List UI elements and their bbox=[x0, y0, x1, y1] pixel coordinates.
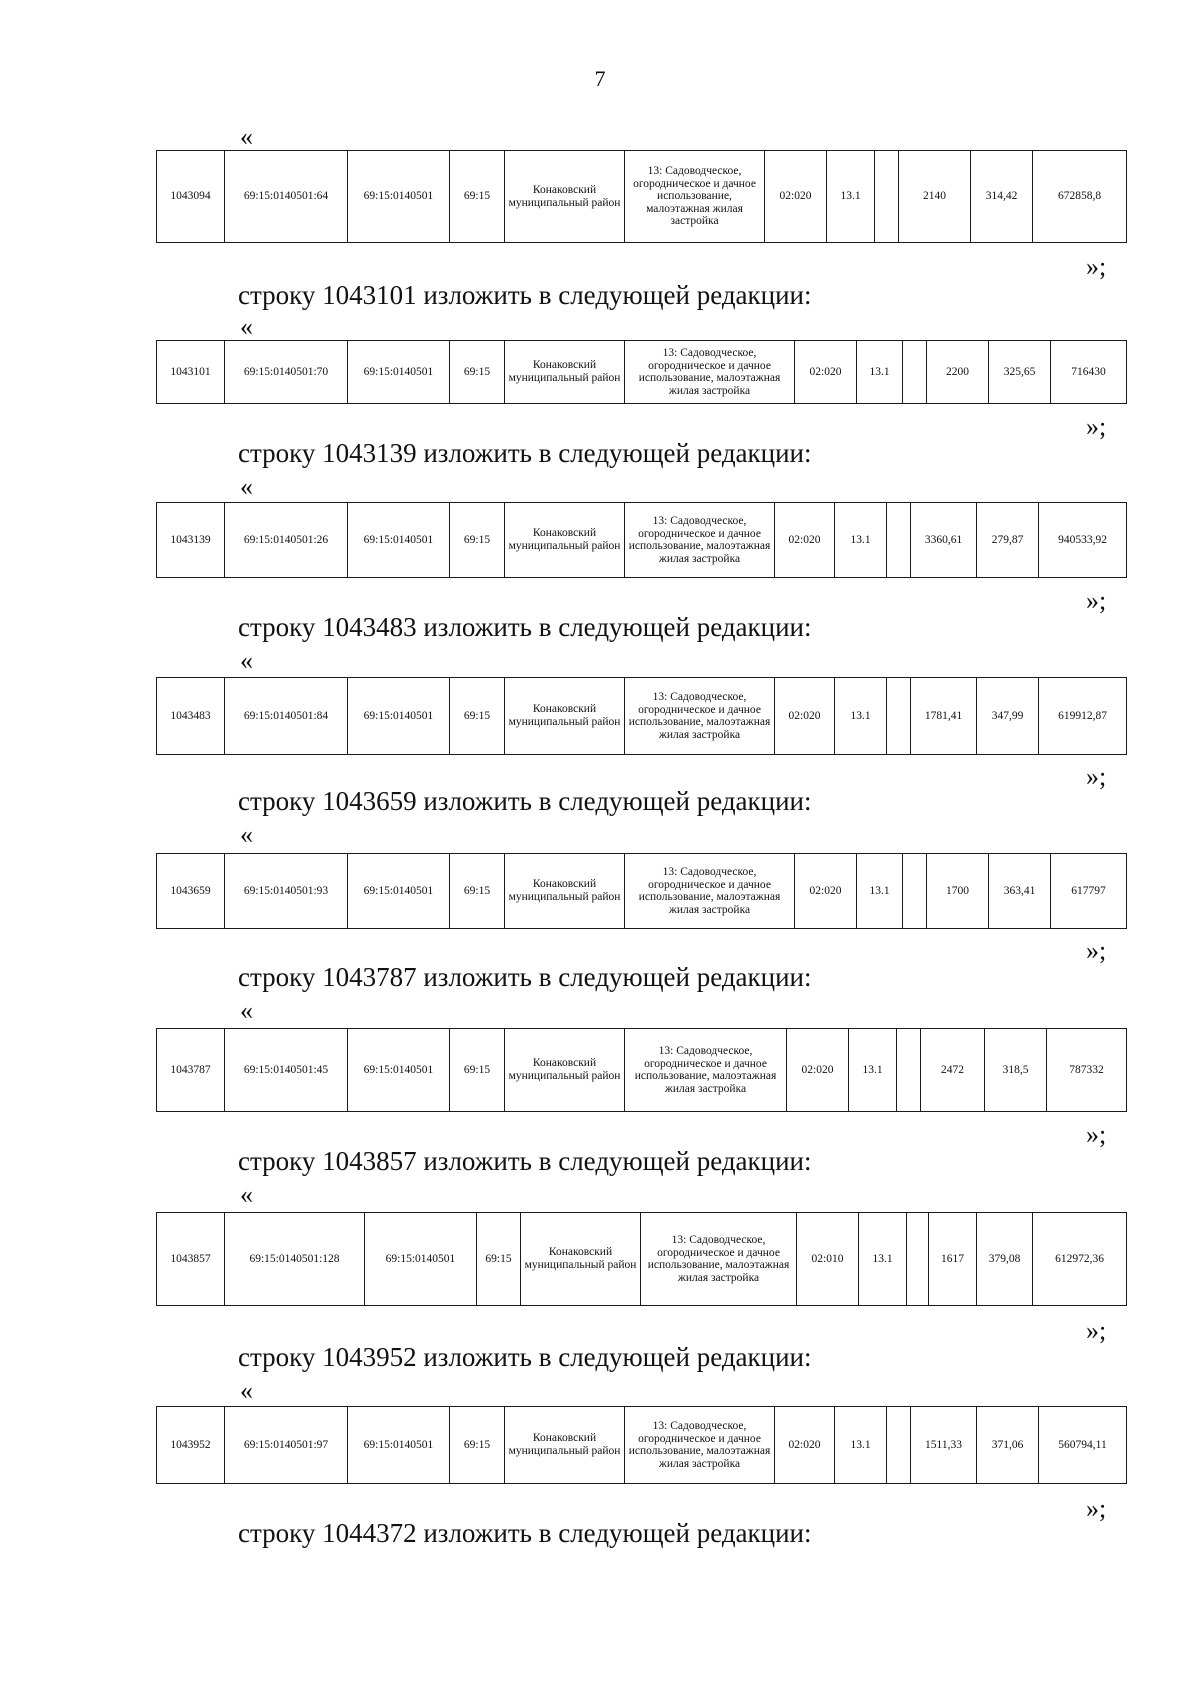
open-quote: « bbox=[240, 820, 253, 849]
cell-cadastral-quarter: 69:15:0140501 bbox=[348, 1407, 450, 1484]
cell-area: 1781,41 bbox=[911, 678, 977, 755]
cell-cadastral-number: 69:15:0140501:64 bbox=[225, 151, 348, 243]
close-quote: »; bbox=[1086, 252, 1107, 281]
cell-row-number: 1043139 bbox=[157, 503, 225, 578]
cell-subgroup: 13.1 bbox=[835, 503, 887, 578]
cell-code: 02:020 bbox=[765, 151, 827, 243]
cell-specific-value: 314,42 bbox=[971, 151, 1033, 243]
cell-row-number: 1043101 bbox=[157, 341, 225, 404]
cell-code: 02:020 bbox=[795, 341, 857, 404]
cell-cadastral-number: 69:15:0140501:97 bbox=[225, 1407, 348, 1484]
close-quote: »; bbox=[1086, 762, 1107, 791]
register-row-table bbox=[156, 1212, 1127, 1306]
cell-area: 1617 bbox=[929, 1213, 977, 1306]
cell-specific-value: 279,87 bbox=[977, 503, 1039, 578]
cell-land-use: 13: Садоводческое, огородническое и дачное использование, малоэтажная жилая застройка bbox=[625, 1407, 775, 1484]
cell-empty bbox=[907, 1213, 929, 1306]
cell-cadastral-number: 69:15:0140501:45 bbox=[225, 1029, 348, 1112]
cell-code: 02:020 bbox=[775, 503, 835, 578]
cell-subgroup: 13.1 bbox=[835, 678, 887, 755]
instruction-text: строку 1043101 изложить в следующей редакции: bbox=[238, 280, 812, 310]
close-quote: »; bbox=[1086, 1120, 1107, 1149]
cell-land-use: 13: Садоводческое, огородническое и дачное использование, малоэтажная жилая застройка bbox=[625, 1029, 787, 1112]
cell-district-name: Конаковский муниципальный район bbox=[505, 341, 625, 404]
open-quote: « bbox=[240, 996, 253, 1025]
cell-cadastral-value: 560794,11 bbox=[1039, 1407, 1127, 1484]
cell-specific-value: 363,41 bbox=[989, 854, 1051, 929]
cell-district-name: Конаковский муниципальный район bbox=[505, 678, 625, 755]
cell-subgroup: 13.1 bbox=[849, 1029, 897, 1112]
cell-district-code: 69:15 bbox=[477, 1213, 521, 1306]
cell-district-code: 69:15 bbox=[450, 341, 505, 404]
cell-land-use: 13: Садоводческое, огородническое и дачное использование, малоэтажная жилая застройка bbox=[625, 503, 775, 578]
instruction-text: строку 1043857 изложить в следующей редакции: bbox=[238, 1146, 812, 1176]
cell-row-number: 1043483 bbox=[157, 678, 225, 755]
cell-cadastral-quarter: 69:15:0140501 bbox=[348, 503, 450, 578]
cell-area: 2472 bbox=[921, 1029, 985, 1112]
cell-cadastral-quarter: 69:15:0140501 bbox=[348, 151, 450, 243]
instruction-text: строку 1043952 изложить в следующей редакции: bbox=[238, 1342, 812, 1372]
cell-code: 02:020 bbox=[795, 854, 857, 929]
open-quote: « bbox=[240, 646, 253, 675]
cell-code: 02:010 bbox=[797, 1213, 859, 1306]
register-row-table bbox=[156, 853, 1127, 929]
table-row bbox=[157, 1029, 1127, 1112]
cell-specific-value: 371,06 bbox=[977, 1407, 1039, 1484]
cell-area: 1511,33 bbox=[911, 1407, 977, 1484]
cell-empty bbox=[897, 1029, 921, 1112]
cell-cadastral-value: 617797 bbox=[1051, 854, 1127, 929]
cell-land-use: 13: Садоводческое, огородническое и дачное использование, малоэтажная жилая застройка bbox=[625, 151, 765, 243]
table-row bbox=[157, 854, 1127, 929]
instruction-text: строку 1043787 изложить в следующей редакции: bbox=[238, 962, 812, 992]
cell-row-number: 1043659 bbox=[157, 854, 225, 929]
table-row bbox=[157, 151, 1127, 243]
cell-cadastral-number: 69:15:0140501:93 bbox=[225, 854, 348, 929]
cell-land-use: 13: Садоводческое, огородническое и дачное использование, малоэтажная жилая застройка bbox=[625, 341, 795, 404]
table-row bbox=[157, 1407, 1127, 1484]
cell-land-use: 13: Садоводческое, огородническое и дачное использование, малоэтажная жилая застройка bbox=[641, 1213, 797, 1306]
open-quote: « bbox=[240, 122, 253, 151]
cell-district-code: 69:15 bbox=[450, 1407, 505, 1484]
cell-land-use: 13: Садоводческое, огородническое и дачное использование, малоэтажная жилая застройка bbox=[625, 854, 795, 929]
cell-cadastral-number: 69:15:0140501:70 bbox=[225, 341, 348, 404]
instruction-text: строку 1043659 изложить в следующей редакции: bbox=[238, 786, 812, 816]
register-row-table bbox=[156, 1406, 1127, 1484]
cell-area: 1700 bbox=[927, 854, 989, 929]
cell-area: 2200 bbox=[927, 341, 989, 404]
cell-cadastral-quarter: 69:15:0140501 bbox=[348, 678, 450, 755]
cell-area: 2140 bbox=[899, 151, 971, 243]
cell-subgroup: 13.1 bbox=[859, 1213, 907, 1306]
register-row-table bbox=[156, 677, 1127, 755]
table-row bbox=[157, 503, 1127, 578]
register-row-table bbox=[156, 150, 1127, 243]
close-quote: »; bbox=[1086, 412, 1107, 441]
cell-row-number: 1043952 bbox=[157, 1407, 225, 1484]
cell-cadastral-value: 612972,36 bbox=[1033, 1213, 1127, 1306]
close-quote: »; bbox=[1086, 586, 1107, 615]
open-quote: « bbox=[240, 1180, 253, 1209]
cell-district-name: Конаковский муниципальный район bbox=[505, 503, 625, 578]
cell-cadastral-value: 672858,8 bbox=[1033, 151, 1127, 243]
cell-empty bbox=[903, 854, 927, 929]
register-row-table bbox=[156, 1028, 1127, 1112]
cell-cadastral-number: 69:15:0140501:26 bbox=[225, 503, 348, 578]
cell-cadastral-value: 787332 bbox=[1047, 1029, 1127, 1112]
instruction-text: строку 1044372 изложить в следующей редакции: bbox=[238, 1518, 812, 1548]
cell-subgroup: 13.1 bbox=[835, 1407, 887, 1484]
cell-district-code: 69:15 bbox=[450, 854, 505, 929]
register-row-table bbox=[156, 340, 1127, 404]
register-row-table bbox=[156, 502, 1127, 578]
cell-row-number: 1043094 bbox=[157, 151, 225, 243]
cell-specific-value: 325,65 bbox=[989, 341, 1051, 404]
cell-subgroup: 13.1 bbox=[857, 341, 903, 404]
close-quote: »; bbox=[1086, 1316, 1107, 1345]
cell-subgroup: 13.1 bbox=[827, 151, 875, 243]
cell-land-use: 13: Садоводческое, огородническое и дачное использование, малоэтажная жилая застройка bbox=[625, 678, 775, 755]
cell-code: 02:020 bbox=[775, 678, 835, 755]
cell-specific-value: 379,08 bbox=[977, 1213, 1033, 1306]
cell-district-code: 69:15 bbox=[450, 1029, 505, 1112]
cell-cadastral-quarter: 69:15:0140501 bbox=[348, 854, 450, 929]
cell-cadastral-number: 69:15:0140501:84 bbox=[225, 678, 348, 755]
cell-empty bbox=[887, 1407, 911, 1484]
cell-district-name: Конаковский муниципальный район bbox=[505, 151, 625, 243]
cell-subgroup: 13.1 bbox=[857, 854, 903, 929]
cell-cadastral-value: 940533,92 bbox=[1039, 503, 1127, 578]
table-row bbox=[157, 1213, 1127, 1306]
cell-specific-value: 347,99 bbox=[977, 678, 1039, 755]
close-quote: »; bbox=[1086, 1494, 1107, 1523]
page-number: 7 bbox=[594, 66, 606, 91]
cell-cadastral-quarter: 69:15:0140501 bbox=[365, 1213, 477, 1306]
cell-district-code: 69:15 bbox=[450, 678, 505, 755]
cell-district-code: 69:15 bbox=[450, 503, 505, 578]
table-row bbox=[157, 678, 1127, 755]
cell-district-code: 69:15 bbox=[450, 151, 505, 243]
cell-cadastral-number: 69:15:0140501:128 bbox=[225, 1213, 365, 1306]
cell-district-name: Конаковский муниципальный район bbox=[505, 854, 625, 929]
table-row bbox=[157, 341, 1127, 404]
open-quote: « bbox=[240, 312, 253, 341]
cell-row-number: 1043787 bbox=[157, 1029, 225, 1112]
open-quote: « bbox=[240, 1376, 253, 1405]
cell-empty bbox=[875, 151, 899, 243]
cell-district-name: Конаковский муниципальный район bbox=[521, 1213, 641, 1306]
cell-cadastral-value: 619912,87 bbox=[1039, 678, 1127, 755]
cell-empty bbox=[903, 341, 927, 404]
close-quote: »; bbox=[1086, 936, 1107, 965]
cell-cadastral-value: 716430 bbox=[1051, 341, 1127, 404]
cell-district-name: Конаковский муниципальный район bbox=[505, 1029, 625, 1112]
cell-code: 02:020 bbox=[787, 1029, 849, 1112]
cell-specific-value: 318,5 bbox=[985, 1029, 1047, 1112]
cell-cadastral-quarter: 69:15:0140501 bbox=[348, 1029, 450, 1112]
instruction-text: строку 1043483 изложить в следующей редакции: bbox=[238, 612, 812, 642]
instruction-text: строку 1043139 изложить в следующей редакции: bbox=[238, 438, 812, 468]
cell-code: 02:020 bbox=[775, 1407, 835, 1484]
cell-row-number: 1043857 bbox=[157, 1213, 225, 1306]
cell-district-name: Конаковский муниципальный район bbox=[505, 1407, 625, 1484]
cell-empty bbox=[887, 503, 911, 578]
cell-cadastral-quarter: 69:15:0140501 bbox=[348, 341, 450, 404]
cell-empty bbox=[887, 678, 911, 755]
open-quote: « bbox=[240, 472, 253, 501]
cell-area: 3360,61 bbox=[911, 503, 977, 578]
